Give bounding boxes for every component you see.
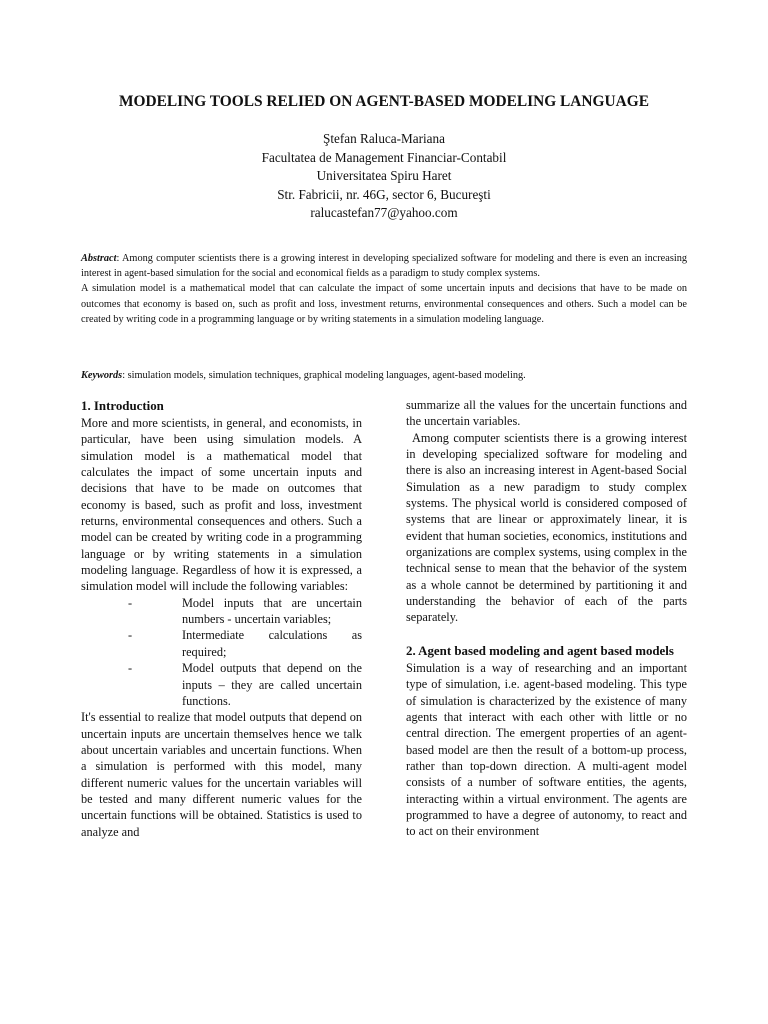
list-dash: - — [128, 595, 133, 610]
intro-paragraph-2: It's essential to realize that model outputs that depend on uncertain inputs are uncertain themselves hence we talk about uncertain variables and uncertain functions. When a simulation is performed with this model, many different numeric values for the uncertain variables will be tested and many different numeric values for the uncertain functions will be obtained. Statistics is used to analyze and — [81, 710, 362, 839]
author-name: Ştefan Raluca-Mariana — [323, 131, 445, 146]
list-item-text: Intermediate calculations as required; — [182, 628, 362, 659]
right-column — [406, 397, 687, 840]
abstract-paragraph-2: A simulation model is a mathematical model that can calculate the impact of some uncertain inputs and decisions that have to be made on outcomes that economy is based on, such as profit and loss, investment returns, environmental consequences and others. Such a model can be created by writing code in a programming language or by writing statements in a simulation modeling language. — [81, 283, 687, 325]
abstract-text-1: : Among computer scientists there is a growing interest in developing specialized software for modeling and there is even an increasing interest in agent-based simulation for the social and economical fields as a paradigm to study complex systems. — [81, 253, 687, 280]
abstract — [81, 251, 687, 327]
keywords-text: : simulation models, simulation techniques, graphical modeling languages, agent-based modeling. — [122, 370, 526, 381]
author-block — [100, 130, 668, 223]
author-email: ralucastefan77@yahoo.com — [310, 205, 458, 221]
list-dash: - — [128, 628, 133, 643]
list-item — [81, 627, 362, 660]
list-item-text: Model inputs that are uncertain numbers - uncertain variables; — [182, 595, 362, 627]
keywords-label: Keywords — [81, 370, 123, 381]
abstract-paragraph-1 — [81, 251, 687, 281]
affiliation-university: Universitatea Spiru Haret — [316, 168, 452, 184]
paper-title: MODELING TOOLS RELIED ON AGENT-BASED MODELING LANGUAGE — [119, 93, 649, 110]
list-item — [81, 595, 362, 628]
list-dash: - — [128, 661, 133, 676]
intro-paragraph-3: summarize all the values for the uncertain functions and the uncertain variables. — [406, 398, 687, 429]
keywords — [81, 368, 687, 383]
list-item-text: Model outputs that depend on the inputs – they are called uncertain functions. — [182, 661, 362, 708]
section-heading-introduction: 1. Introduction — [81, 399, 164, 413]
left-column — [81, 397, 362, 840]
variables-list — [81, 595, 362, 709]
author-address: Str. Fabricii, nr. 46G, sector 6, Bucureşti — [277, 186, 491, 202]
intro-paragraph-1: More and more scientists, in general, and economists, in particular, have been using simulation models. A simulation model is a mathematical model that calculates the impact of some uncertain inputs and decisions that have to be made on outcomes that economy is based, such as profit and loss, investment returns, environmental consequences and others. Such a model can be created by writing code in a programming language or by writing statements in a simulation modeling language. Regardless of how it is expressed, a simulation model will include the following variables: — [81, 416, 362, 594]
section2-paragraph-1: Simulation is a way of researching and an important type of simulation, i.e. agent-based modeling. This type of simulation is characterized by the existence of many agents that interact with each other with little or no central direction. The emergent properties of an agent-based model are then the result of a bottom-up process, rather than top-down direction. A multi-agent model consists of a number of software entities, the agents, interacting within a virtual environment. The agents are programmed to have a degree of autonomy, to react and to act on their environment — [406, 660, 687, 839]
affiliation-faculty: Facultatea de Management Financiar-Contabil — [261, 149, 507, 165]
list-item — [81, 660, 362, 709]
section-heading-agent-based: 2. Agent based modeling and agent based models — [406, 643, 674, 658]
intro-paragraph-4: Among computer scientists there is a growing interest in developing specialized software for modeling and there is also an increasing interest in Agent-based Social Simulation as a new paradigm to study complex systems. The physical world is considered composed of systems that are linear or approximately linear, it is evident that human societies, economics, institutions and organizations are complex systems, using complex in the technical sense to mean that the behavior of the system as a whole cannot be determined by partitioning it and understanding the behavior of each of the parts separately. — [406, 430, 687, 625]
abstract-label: Abstract — [81, 253, 117, 264]
